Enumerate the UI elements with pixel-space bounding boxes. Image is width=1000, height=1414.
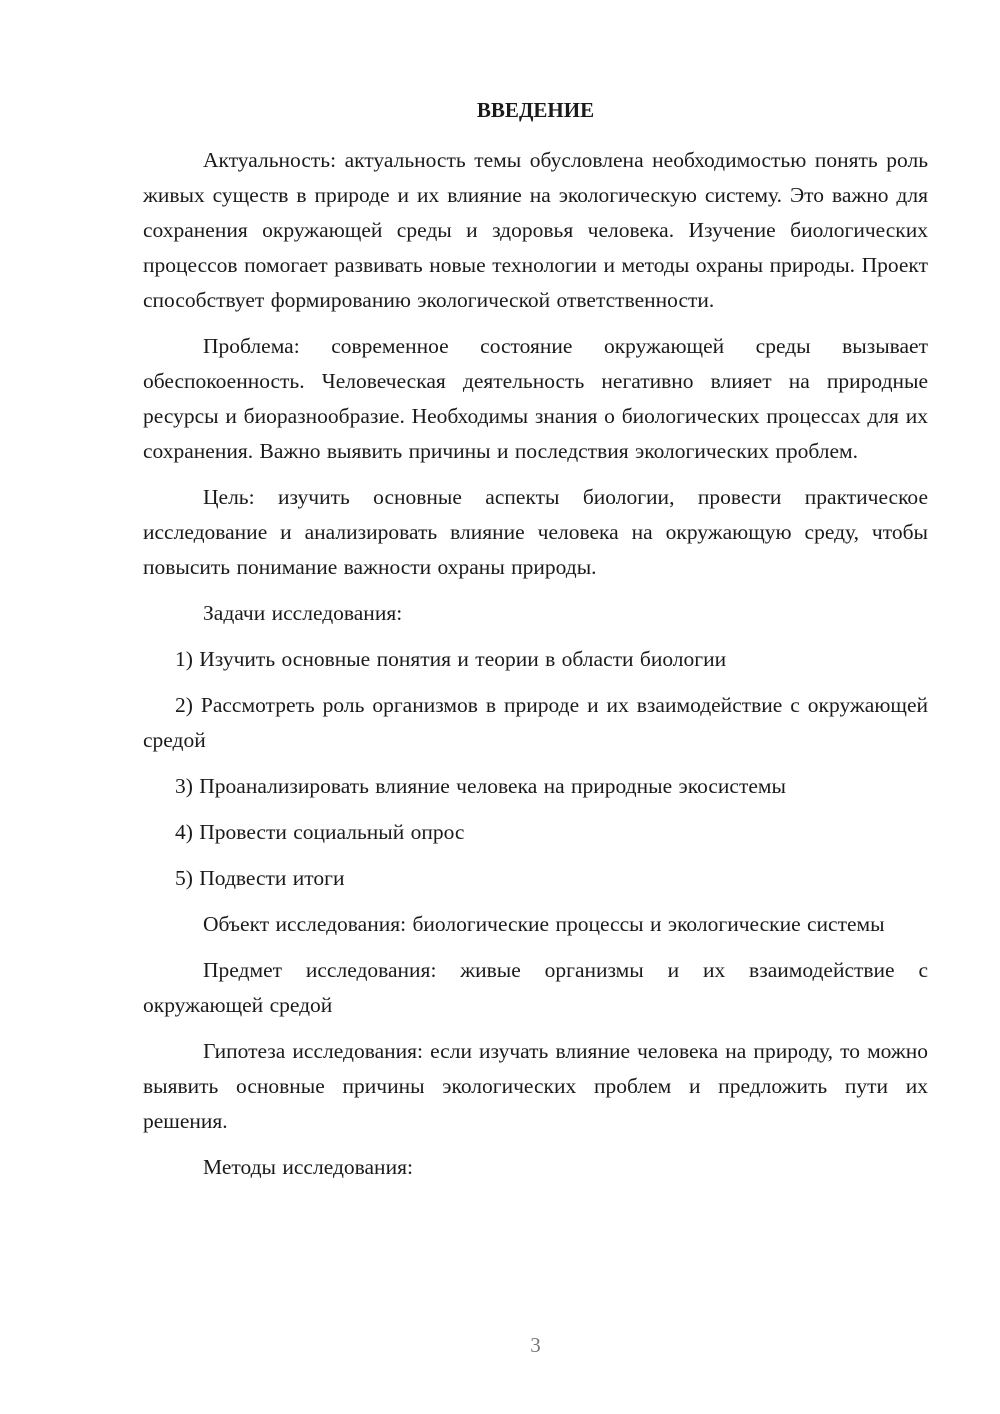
task-item-1: 1) Изучить основные понятия и теории в области биологии [175,647,727,671]
task-item-4: 4) Провести социальный опрос [175,820,465,844]
object-paragraph: Объект исследования: биологические процессы и экологические системы [203,912,885,936]
document-body [143,143,928,1196]
problem-paragraph: Проблема: современное состояние окружающей среды вызывает обеспокоенность. Человеческая деятельность негативно влияет на природные ресурсы и биоразнообразие. Необходимы знания о биологических процессах для их сохранения. Важно выявить причины и последствия экологических проблем. [143,334,928,463]
document-page [143,0,928,1414]
section-title: ВВЕДЕНИЕ [476,98,595,122]
hypothesis-paragraph: Гипотеза исследования: если изучать влияние человека на природу, то можно выявить основные причины экологических проблем и предложить пути их решения. [143,1039,928,1133]
subject-paragraph: Предмет исследования: живые организмы и их взаимодействие с окружающей средой [143,958,928,1017]
task-item-5: 5) Подвести итоги [175,866,345,890]
methods-heading: Методы исследования: [203,1155,413,1179]
goal-paragraph: Цель: изучить основные аспекты биологии, провести практическое исследование и анализировать влияние человека на окружающую среду, чтобы повысить понимание важности охраны природы. [143,485,928,579]
task-item-3: 3) Проанализировать влияние человека на природные экосистемы [175,774,786,798]
tasks-heading: Задачи исследования: [203,601,403,625]
relevance-paragraph: Актуальность: актуальность темы обусловлена необходимостью понять роль живых существ в природе и их влияние на экологическую систему. Это важно для сохранения окружающей среды и здоровья человека. Изучение биологических процессов помогает развивать новые технологии и методы охраны природы. Проект способствует формированию экологической ответственности. [143,148,928,312]
task-item-2: 2) Рассмотреть роль организмов в природе и их взаимодействие с окружающей средой [143,693,928,752]
page-number: 3 [530,1333,541,1357]
